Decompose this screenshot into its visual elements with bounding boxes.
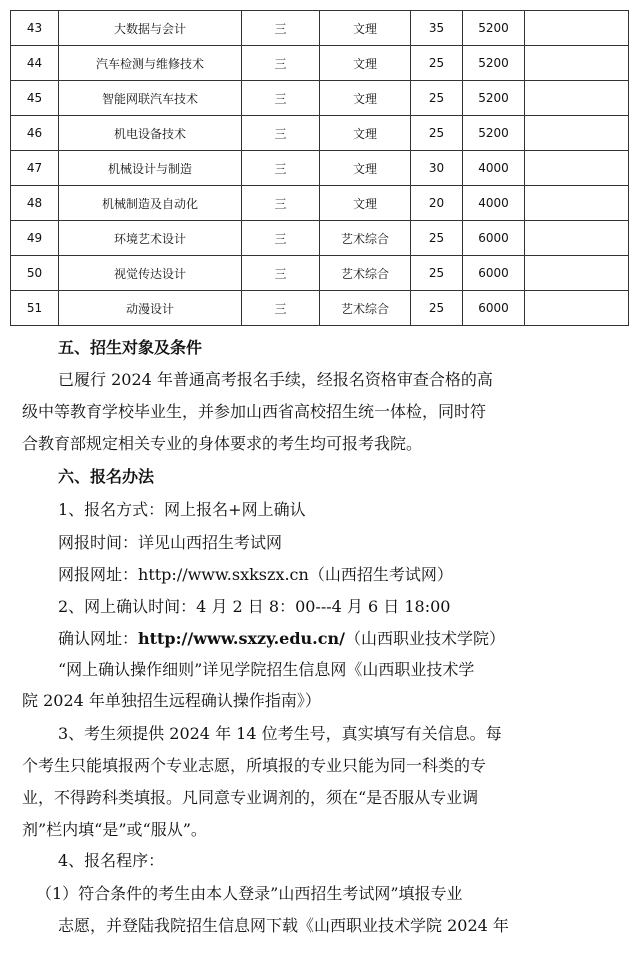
table-cell: 25 xyxy=(411,81,463,116)
registration-procedure-heading: 4、报名程序： xyxy=(58,851,165,870)
table-cell xyxy=(525,11,629,46)
section-5-paragraph-line: 合教育部规定相关专业的身体要求的考生均可报考我院。 xyxy=(22,434,423,453)
table-cell xyxy=(525,151,629,186)
table-cell: 艺术综合 xyxy=(320,256,411,291)
table-cell: 机械制造及自动化 xyxy=(59,186,242,221)
section-5-heading: 五、招生对象及条件 xyxy=(58,338,203,357)
table-cell: 大数据与会计 xyxy=(59,11,242,46)
table-cell: 动漫设计 xyxy=(59,291,242,326)
section-5-paragraph-line: 已履行 2024 年普通高考报名手续，经报名资格审查合格的高 xyxy=(58,370,493,389)
confirmation-note-line: 院 2024 年单独招生远程确认操作指南》） xyxy=(22,691,321,710)
table-row xyxy=(11,256,629,291)
table-cell: 25 xyxy=(411,46,463,81)
table-cell: 6000 xyxy=(463,221,525,256)
table-cell: 48 xyxy=(11,186,59,221)
table-cell: 文理 xyxy=(320,11,411,46)
table-cell: 25 xyxy=(411,116,463,151)
table-row xyxy=(11,81,629,116)
table-cell: 5200 xyxy=(463,46,525,81)
confirmation-time: 2、网上确认时间：4 月 2 日 8：00---4 月 6 日 18:00 xyxy=(58,597,451,616)
table-cell: 文理 xyxy=(320,46,411,81)
procedure-step-line: （1）符合条件的考生由本人登录”山西招生考试网”填报专业 xyxy=(36,884,463,903)
procedure-step-line: 志愿，并登陆我院招生信息网下载《山西职业技术学院 2024 年 xyxy=(58,916,509,935)
confirmation-url-link[interactable]: http://www.sxzy.edu.cn/ xyxy=(138,629,345,648)
registration-url-line xyxy=(58,565,453,585)
table-cell: 环境艺术设计 xyxy=(59,221,242,256)
table-cell: 文理 xyxy=(320,116,411,151)
table-cell: 三 xyxy=(242,221,320,256)
table-cell: 视觉传达设计 xyxy=(59,256,242,291)
table-cell: 机电设备技术 xyxy=(59,116,242,151)
table-cell: 5200 xyxy=(463,81,525,116)
table-cell: 文理 xyxy=(320,151,411,186)
table-cell: 三 xyxy=(242,151,320,186)
table-cell xyxy=(525,81,629,116)
table-cell: 49 xyxy=(11,221,59,256)
table-row xyxy=(11,151,629,186)
table-cell xyxy=(525,221,629,256)
info-requirement-line: 个考生只能填报两个专业志愿，所填报的专业只能为同一科类的专 xyxy=(22,756,487,775)
majors-table xyxy=(10,10,629,326)
table-row xyxy=(11,116,629,151)
table-cell: 20 xyxy=(411,186,463,221)
table-row xyxy=(11,186,629,221)
info-requirement-line: 剂”栏内填“是”或“服从”。 xyxy=(22,820,207,839)
info-requirement-line: 业，不得跨科类填报。凡同意专业调剂的，须在“是否服从专业调 xyxy=(22,788,479,807)
table-cell xyxy=(525,46,629,81)
table-cell: 三 xyxy=(242,11,320,46)
registration-url-link[interactable]: http://www.sxkszx.cn（山西招生考试网） xyxy=(138,565,453,584)
info-requirement-line: 3、考生须提供 2024 年 14 位考生号，真实填写有关信息。每 xyxy=(58,724,502,743)
table-cell xyxy=(525,116,629,151)
table-cell: 艺术综合 xyxy=(320,221,411,256)
table-cell: 三 xyxy=(242,256,320,291)
table-cell xyxy=(525,256,629,291)
table-cell: 三 xyxy=(242,46,320,81)
table-cell: 4000 xyxy=(463,186,525,221)
confirmation-url-line xyxy=(58,629,505,649)
majors-table-body xyxy=(11,11,629,326)
table-cell xyxy=(525,186,629,221)
table-cell: 智能网联汽车技术 xyxy=(59,81,242,116)
registration-url-label: 网报网址： xyxy=(58,565,139,584)
table-cell: 25 xyxy=(411,221,463,256)
table-cell: 46 xyxy=(11,116,59,151)
table-row xyxy=(11,11,629,46)
table-row xyxy=(11,46,629,81)
table-cell: 文理 xyxy=(320,81,411,116)
table-cell: 6000 xyxy=(463,256,525,291)
table-cell: 47 xyxy=(11,151,59,186)
table-cell: 6000 xyxy=(463,291,525,326)
registration-method: 1、报名方式：网上报名+网上确认 xyxy=(58,500,306,519)
registration-time: 网报时间：详见山西招生考试网 xyxy=(58,533,283,552)
table-cell: 5200 xyxy=(463,11,525,46)
table-cell: 50 xyxy=(11,256,59,291)
table-cell: 文理 xyxy=(320,186,411,221)
table-cell: 43 xyxy=(11,11,59,46)
section-6-heading: 六、报名办法 xyxy=(58,467,155,486)
table-row xyxy=(11,291,629,326)
table-cell: 艺术综合 xyxy=(320,291,411,326)
confirmation-note-line: “网上确认操作细则”详见学院招生信息网《山西职业技术学 xyxy=(58,660,475,679)
table-cell: 45 xyxy=(11,81,59,116)
table-cell: 44 xyxy=(11,46,59,81)
table-cell: 51 xyxy=(11,291,59,326)
table-cell: 汽车检测与维修技术 xyxy=(59,46,242,81)
table-cell: 三 xyxy=(242,291,320,326)
table-row xyxy=(11,221,629,256)
table-cell: 三 xyxy=(242,81,320,116)
table-cell: 30 xyxy=(411,151,463,186)
table-cell: 机械设计与制造 xyxy=(59,151,242,186)
table-cell: 25 xyxy=(411,291,463,326)
table-cell: 三 xyxy=(242,116,320,151)
table-cell: 5200 xyxy=(463,116,525,151)
table-cell: 25 xyxy=(411,256,463,291)
table-cell: 35 xyxy=(411,11,463,46)
confirmation-url-label: 确认网址： xyxy=(58,629,139,648)
table-cell: 4000 xyxy=(463,151,525,186)
section-5-paragraph-line: 级中等教育学校毕业生，并参加山西省高校招生统一体检，同时符 xyxy=(22,402,487,421)
table-cell: 三 xyxy=(242,186,320,221)
confirmation-url-suffix: （山西职业技术学院） xyxy=(344,629,505,648)
table-cell xyxy=(525,291,629,326)
